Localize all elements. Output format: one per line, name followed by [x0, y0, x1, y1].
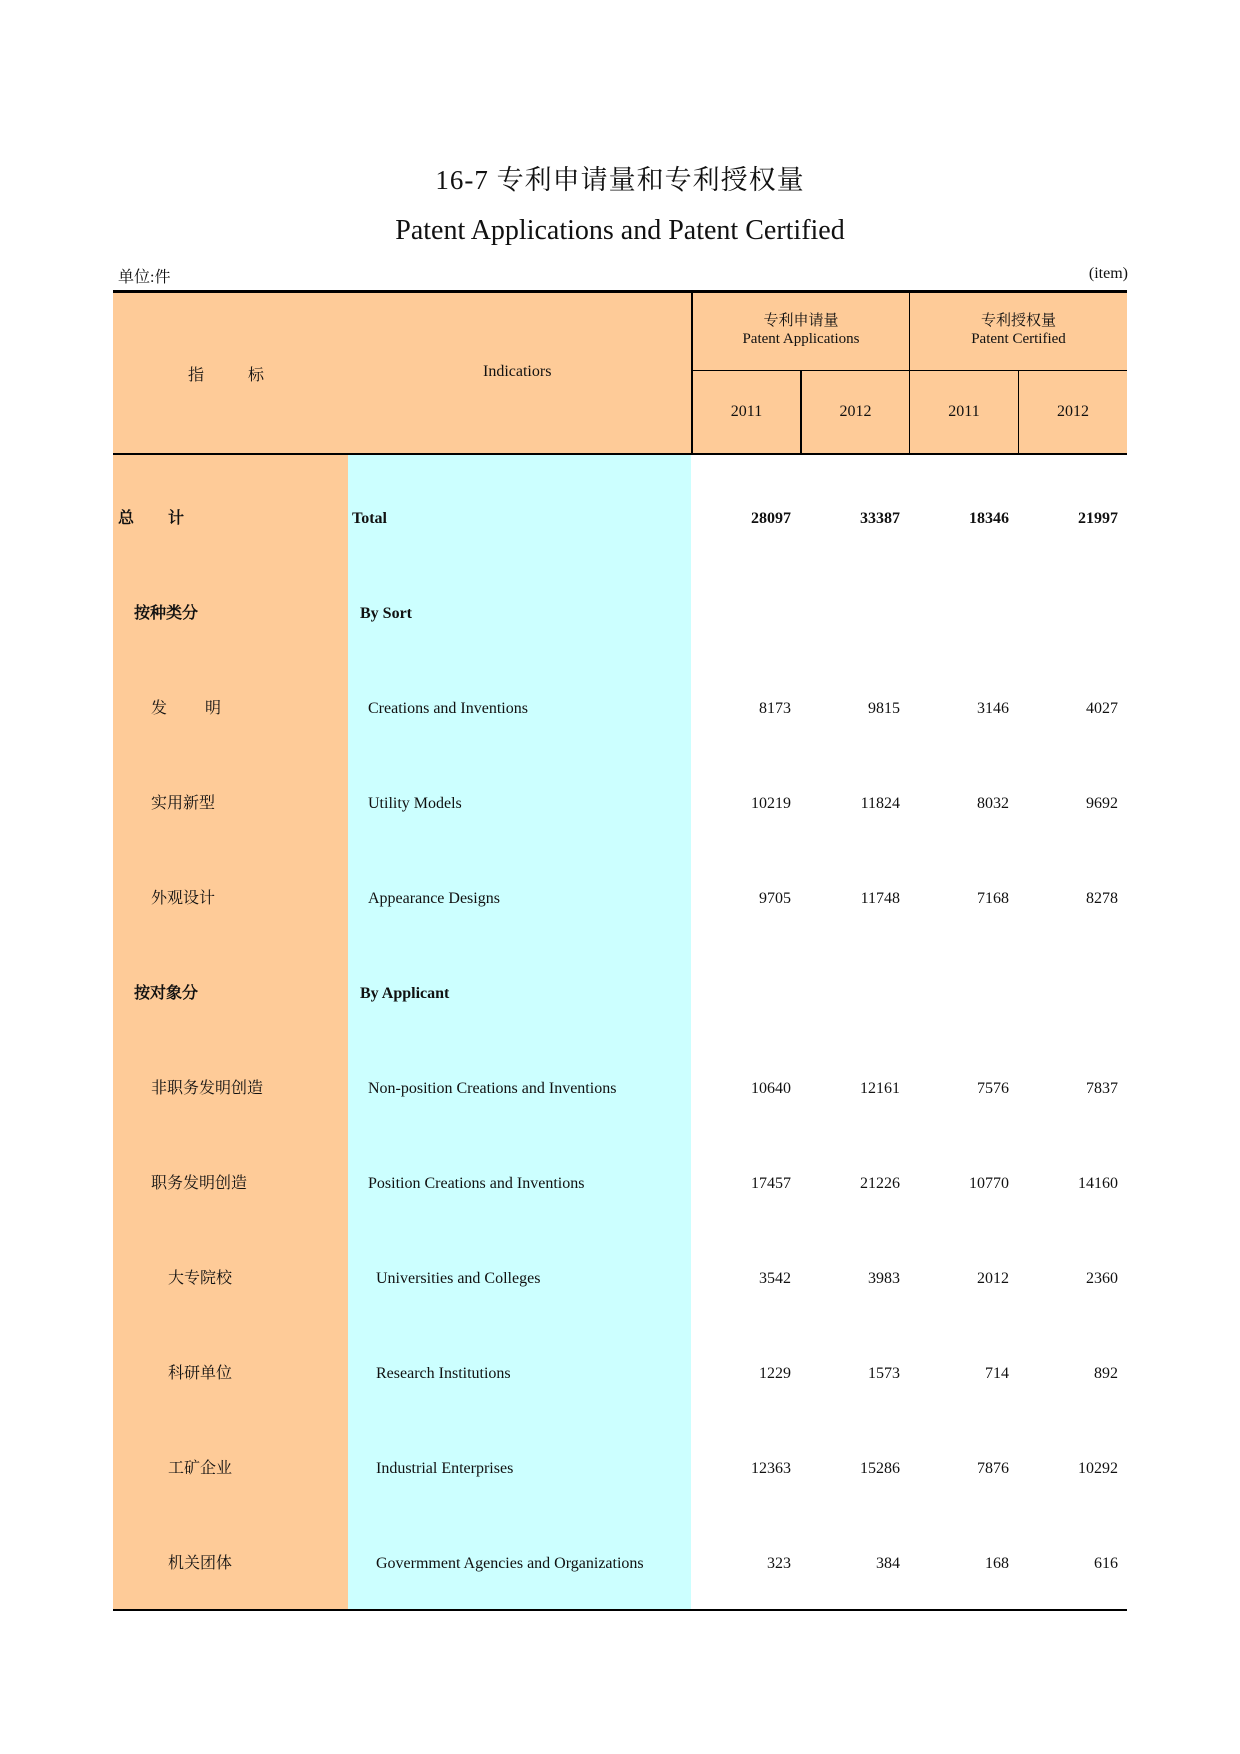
row-label-en: Appearance Designs — [368, 890, 500, 907]
page-title-cn: 16-7 专利申请量和专利授权量 — [435, 165, 805, 195]
row-label-en: Research Institutions — [376, 1365, 511, 1382]
cell-value: 10219 — [751, 795, 791, 812]
cell-value: 3146 — [977, 700, 1009, 717]
table-row — [113, 509, 1127, 604]
group-header-cn: 专利授权量 — [980, 313, 1056, 329]
cell-value: 28097 — [751, 510, 791, 527]
row-label-en: Govermment Agencies and Organizations — [376, 1555, 644, 1572]
row-label-cn: 职务发明创造 — [151, 1175, 248, 1192]
group-header-certified — [909, 293, 1127, 370]
cell-value: 2360 — [1086, 1270, 1118, 1287]
group-header-applications — [691, 293, 909, 370]
patent-table — [113, 290, 1127, 1611]
cell-value: 8278 — [1086, 890, 1118, 907]
indicator-header-en: Indicatiors — [483, 363, 552, 380]
cell-value: 18346 — [969, 510, 1009, 527]
table-row — [113, 1554, 1127, 1649]
year-header: 2011 — [691, 371, 800, 453]
row-label-en: Creations and Inventions — [368, 700, 528, 717]
table-row — [113, 1364, 1127, 1459]
cell-value: 1573 — [868, 1365, 900, 1382]
row-label-cn: 非职务发明创造 — [151, 1080, 264, 1097]
cell-value: 12161 — [860, 1080, 900, 1097]
row-label-cn: 外观设计 — [151, 890, 216, 907]
cell-value: 7876 — [977, 1460, 1009, 1477]
table-header — [113, 290, 1127, 455]
cell-value: 21226 — [860, 1175, 900, 1192]
cell-value: 7576 — [977, 1080, 1009, 1097]
group-header-en: Patent Applications — [742, 331, 860, 347]
group-header-cn: 专利申请量 — [763, 313, 839, 329]
row-label-cn: 发 明 — [151, 700, 222, 717]
row-label-en: By Sort — [360, 605, 412, 622]
cell-value: 11748 — [860, 890, 900, 907]
cell-value: 10770 — [969, 1175, 1009, 1192]
row-label-cn: 大专院校 — [168, 1270, 233, 1287]
unit-label-cn: 单位:件 — [118, 269, 171, 286]
table-row — [113, 1269, 1127, 1364]
cell-value: 8173 — [759, 700, 791, 717]
row-label-en: Universities and Colleges — [376, 1270, 541, 1287]
cell-value: 1229 — [759, 1365, 791, 1382]
year-header: 2012 — [800, 371, 909, 453]
cell-value: 21997 — [1078, 510, 1118, 527]
cell-value: 323 — [767, 1555, 791, 1572]
cell-value: 12363 — [751, 1460, 791, 1477]
indicator-header-cn: 指 标 — [188, 367, 265, 384]
cell-value: 10292 — [1078, 1460, 1118, 1477]
table-body — [113, 455, 1127, 1611]
cell-value: 9692 — [1086, 795, 1118, 812]
cell-value: 892 — [1094, 1365, 1118, 1382]
table-row — [113, 1459, 1127, 1554]
cell-value: 3983 — [868, 1270, 900, 1287]
row-label-cn: 总 计 — [118, 510, 185, 527]
row-label-en: Non-position Creations and Inventions — [368, 1080, 617, 1097]
row-label-en: Industrial Enterprises — [376, 1460, 514, 1477]
cell-value: 8032 — [977, 795, 1009, 812]
cell-value: 384 — [876, 1555, 900, 1572]
page-title-en: Patent Applications and Patent Certified — [395, 215, 845, 246]
table-row — [113, 794, 1127, 889]
cell-value: 2012 — [977, 1270, 1009, 1287]
cell-value: 15286 — [860, 1460, 900, 1477]
year-header: 2012 — [1018, 371, 1127, 453]
row-label-cn: 实用新型 — [151, 795, 216, 812]
cell-value: 17457 — [751, 1175, 791, 1192]
row-label-cn: 机关团体 — [168, 1555, 233, 1572]
table-row — [113, 604, 1127, 699]
row-label-en: Total — [352, 510, 387, 527]
cell-value: 11824 — [860, 795, 900, 812]
year-header: 2011 — [909, 371, 1018, 453]
table-row — [113, 984, 1127, 1079]
cell-value: 33387 — [860, 510, 900, 527]
cell-value: 714 — [985, 1365, 1009, 1382]
cell-value: 3542 — [759, 1270, 791, 1287]
cell-value: 10640 — [751, 1080, 791, 1097]
cell-value: 7837 — [1086, 1080, 1118, 1097]
table-row — [113, 889, 1127, 984]
row-label-en: Utility Models — [368, 795, 462, 812]
row-label-en: Position Creations and Inventions — [368, 1175, 585, 1192]
cell-value: 168 — [985, 1555, 1009, 1572]
cell-value: 4027 — [1086, 700, 1118, 717]
row-label-cn: 科研单位 — [168, 1365, 233, 1382]
cell-value: 616 — [1094, 1555, 1118, 1572]
row-label-cn: 按种类分 — [134, 605, 199, 622]
cell-value: 9705 — [759, 890, 791, 907]
cell-value: 14160 — [1078, 1175, 1118, 1192]
cell-value: 7168 — [977, 890, 1009, 907]
cell-value: 9815 — [868, 700, 900, 717]
table-row — [113, 1079, 1127, 1174]
row-label-cn: 按对象分 — [134, 985, 199, 1002]
group-header-en: Patent Certified — [971, 331, 1066, 347]
table-row — [113, 1174, 1127, 1269]
table-row — [113, 699, 1127, 794]
row-label-en: By Applicant — [360, 985, 450, 1002]
row-label-cn: 工矿企业 — [168, 1460, 233, 1477]
unit-label-en: (item) — [1088, 265, 1128, 282]
